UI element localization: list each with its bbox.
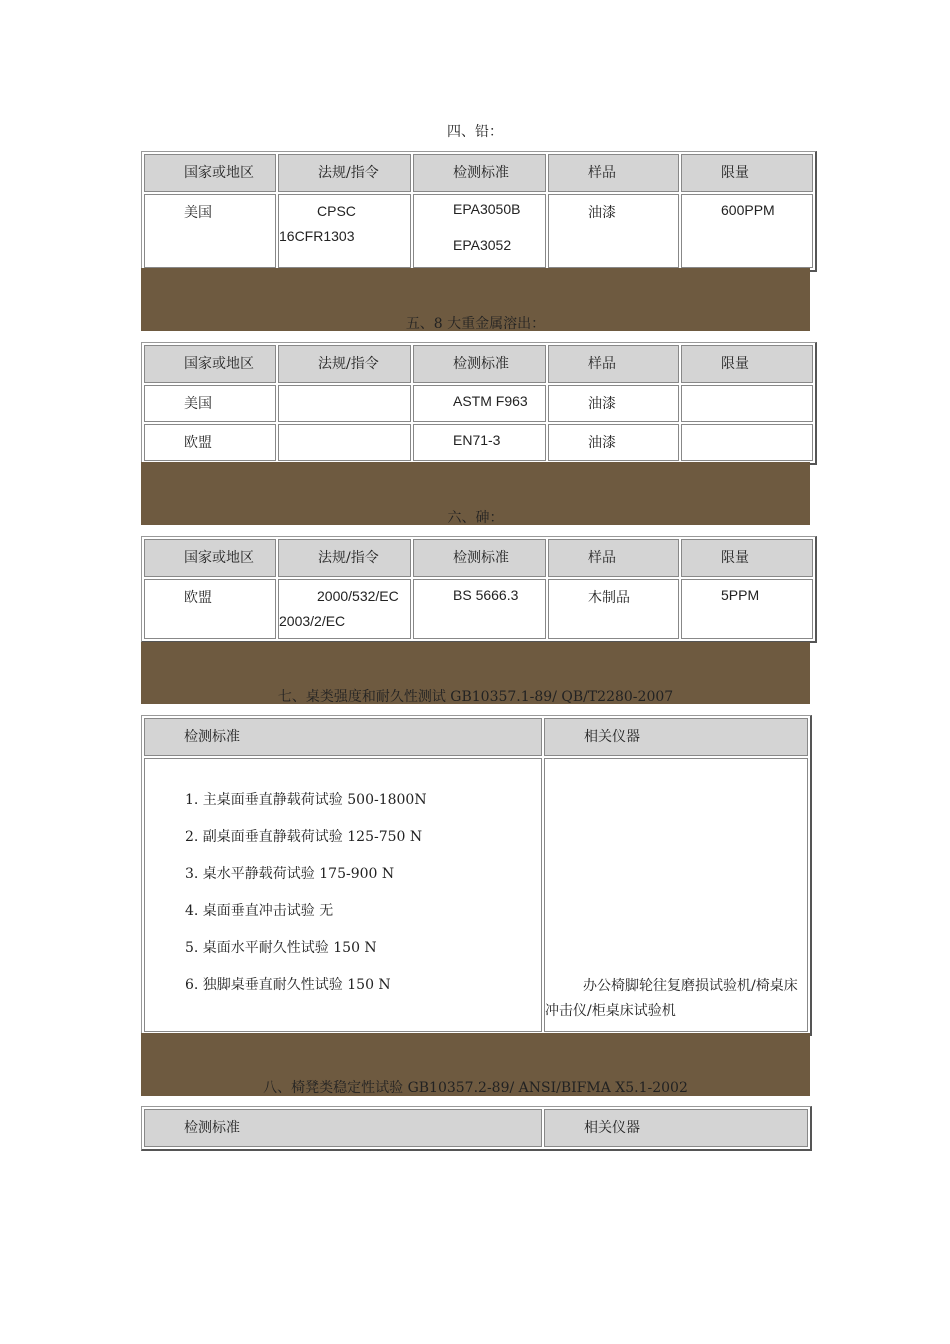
header-country: 国家或地区 — [144, 154, 276, 192]
header-standard: 检测标准 — [413, 154, 546, 192]
cell-limit: 600PPM — [681, 194, 813, 268]
cell-limit — [681, 424, 813, 461]
header-instrument: 相关仪器 — [544, 718, 808, 756]
list-item: 1. 主桌面垂直静载荷试验 500-1800N — [185, 792, 427, 808]
cell-standard: ASTM F963 — [413, 385, 546, 422]
section5-title: 五、8 大重金属溶出： — [405, 316, 546, 332]
test-items-cell — [144, 758, 542, 1032]
header-country: 国家或地区 — [144, 345, 276, 383]
cell-country: 美国 — [144, 194, 276, 268]
section4-title: 四、铅： — [447, 124, 503, 140]
header-regulation: 法规/指令 — [278, 539, 411, 577]
cell-regulation — [278, 424, 411, 461]
cell-sample: 油漆 — [548, 385, 679, 422]
cell-regulation: CPSC 16CFR1303 — [278, 194, 411, 268]
test-items-list — [185, 791, 427, 1013]
list-item: 4. 桌面垂直冲击试验 无 — [185, 903, 334, 919]
header-standard: 检测标准 — [144, 1109, 542, 1147]
cell-country: 美国 — [144, 385, 276, 422]
header-limit: 限量 — [681, 154, 813, 192]
cell-standard: BS 5666.3 — [413, 579, 546, 639]
chair-stability-table — [141, 1106, 812, 1151]
list-item: 6. 独脚桌垂直耐久性试验 150 N — [185, 977, 391, 993]
desk-strength-table — [141, 715, 812, 1036]
header-limit: 限量 — [681, 345, 813, 383]
instrument-cell: 办公椅脚轮往复磨损试验机/椅桌床 冲击仪/柜桌床试验机 — [544, 758, 808, 1032]
section7-title: 七、桌类强度和耐久性测试 GB10357.1-89/ QB/T2280-2007 — [277, 689, 674, 705]
cell-country: 欧盟 — [144, 424, 276, 461]
cell-regulation: 2000/532/EC 2003/2/EC — [278, 579, 411, 639]
header-sample: 样品 — [548, 345, 679, 383]
section8-title: 八、椅凳类稳定性试验 GB10357.2-89/ ANSI/BIFMA X5.1-2002 — [263, 1080, 688, 1096]
list-item: 3. 桌水平静载荷试验 175-900 N — [185, 866, 395, 882]
header-regulation: 法规/指令 — [278, 345, 411, 383]
arsenic-table — [141, 536, 817, 643]
header-sample: 样品 — [548, 154, 679, 192]
cell-sample: 木制品 — [548, 579, 679, 639]
section6-title: 六、砷： — [447, 510, 504, 526]
list-item: 2. 副桌面垂直静载荷试验 125-750 N — [185, 829, 423, 845]
list-item: 5. 桌面水平耐久性试验 150 N — [185, 940, 377, 956]
cell-country: 欧盟 — [144, 579, 276, 639]
header-sample: 样品 — [548, 539, 679, 577]
header-country: 国家或地区 — [144, 539, 276, 577]
lead-table — [141, 151, 817, 272]
header-limit: 限量 — [681, 539, 813, 577]
cell-limit: 5PPM — [681, 579, 813, 639]
header-standard: 检测标准 — [144, 718, 542, 756]
header-standard: 检测标准 — [413, 345, 546, 383]
cell-sample: 油漆 — [548, 424, 679, 461]
cell-sample: 油漆 — [548, 194, 679, 268]
cell-standard: EN71-3 — [413, 424, 546, 461]
cell-regulation — [278, 385, 411, 422]
cell-standard: EPA3050B EPA3052 — [413, 194, 546, 268]
header-regulation: 法规/指令 — [278, 154, 411, 192]
header-standard: 检测标准 — [413, 539, 546, 577]
header-instrument: 相关仪器 — [544, 1109, 808, 1147]
heavy-metal-table — [141, 342, 817, 465]
cell-limit — [681, 385, 813, 422]
